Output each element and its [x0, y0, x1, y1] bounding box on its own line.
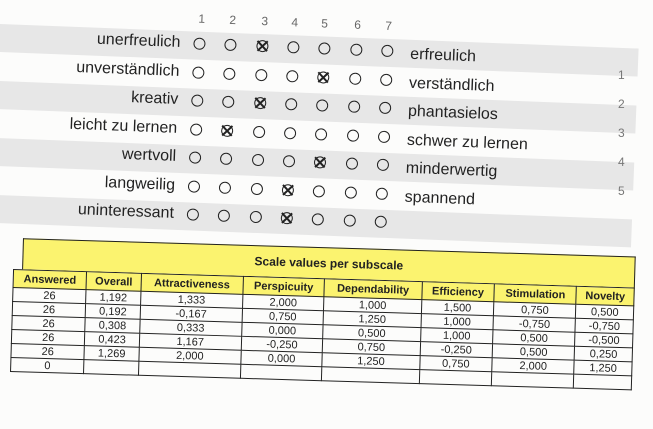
radio-option[interactable] [348, 100, 360, 112]
side-number: 4 [618, 155, 625, 169]
table-cell: 1,250 [574, 360, 632, 376]
radio-option[interactable] [189, 151, 201, 163]
side-number: 2 [618, 97, 625, 111]
radio-option[interactable] [251, 182, 263, 194]
side-number: 5 [618, 184, 625, 198]
table-cell: 26 [13, 287, 87, 303]
radio-option[interactable] [286, 70, 298, 82]
scale-number: 2 [229, 12, 237, 28]
table-cell: 26 [11, 329, 85, 345]
table-cell: -0,500 [575, 332, 633, 348]
table-cell: 26 [12, 315, 86, 331]
table-cell: 1,333 [140, 291, 242, 308]
table-cell [240, 364, 322, 380]
radio-option[interactable] [346, 157, 358, 169]
right-anchor-label: verständlich [408, 74, 495, 95]
table-cell: 0,500 [492, 344, 575, 360]
column-header: Perspicuity [243, 276, 325, 296]
radio-option[interactable] [316, 99, 328, 111]
scale-values-table [10, 238, 636, 390]
radio-option[interactable] [284, 127, 296, 139]
right-anchor-label: erfreulich [409, 45, 477, 66]
radio-option[interactable] [349, 72, 361, 84]
table-cell: 0,750 [494, 302, 577, 318]
radio-option[interactable] [218, 210, 230, 222]
column-header: Novelty [576, 286, 634, 306]
table-cell: 0,250 [575, 346, 633, 362]
table-cell: 0,750 [323, 339, 421, 356]
table-cell: 0,500 [323, 325, 421, 342]
table-cell: -0,250 [420, 342, 493, 358]
table-title-text: Scale values per subscale [254, 254, 404, 273]
radio-option[interactable] [219, 181, 231, 193]
radio-option[interactable] [250, 211, 262, 223]
radio-option[interactable] [187, 208, 199, 220]
left-anchor-label: langweilig [104, 173, 176, 194]
side-number: 1 [618, 68, 625, 82]
column-header: Overall [86, 272, 141, 292]
table-cell: 1,500 [421, 300, 494, 316]
radio-option[interactable] [376, 187, 388, 199]
table-cell [138, 361, 240, 378]
radio-option[interactable] [350, 43, 362, 55]
right-anchor-label: minderwertig [405, 159, 498, 181]
left-anchor-label: unerfreulich [96, 30, 181, 51]
table-cell: 0,750 [419, 356, 492, 372]
radio-option[interactable] [347, 129, 359, 141]
table-cell: 2,000 [139, 347, 241, 364]
table-cell: 0,192 [85, 304, 140, 320]
column-header: Stimulation [494, 284, 577, 304]
table-cell: 1,167 [139, 333, 241, 350]
column-header: Dependability [324, 279, 422, 300]
radio-option[interactable] [192, 66, 204, 78]
right-anchor-label: schwer zu lernen [406, 131, 529, 153]
radio-option[interactable] [312, 213, 324, 225]
radio-option[interactable] [381, 45, 393, 57]
radio-option[interactable] [220, 153, 232, 165]
radio-option[interactable] [255, 68, 267, 80]
marked-radio[interactable] [281, 212, 293, 224]
left-anchor-label: unverständlich [75, 58, 180, 80]
table-cell [491, 372, 574, 388]
radio-option[interactable] [253, 125, 265, 137]
left-anchor-label: leicht zu lernen [69, 115, 178, 137]
marked-radio[interactable] [256, 40, 268, 52]
radio-option[interactable] [378, 130, 390, 142]
column-header: Answered [13, 270, 87, 290]
column-header: Efficiency [421, 282, 494, 302]
left-anchor-label: kreativ [130, 89, 179, 108]
marked-radio[interactable] [282, 183, 294, 195]
table-cell: 0,308 [85, 318, 140, 334]
radio-option[interactable] [252, 154, 264, 166]
table-cell: 1,000 [324, 297, 422, 314]
column-header: Attractiveness [141, 273, 243, 294]
radio-option[interactable] [285, 98, 297, 110]
side-number: 3 [618, 126, 625, 140]
results-table [10, 269, 635, 390]
marked-radio[interactable] [254, 97, 266, 109]
radio-option[interactable] [318, 42, 330, 54]
table-cell: 1,192 [86, 290, 141, 306]
table-cell: -0,750 [575, 318, 633, 334]
table-cell: 0,000 [241, 322, 323, 338]
table-cell [419, 370, 492, 386]
table-cell: 2,000 [492, 358, 575, 374]
table-cell: 1,250 [323, 311, 421, 328]
table-cell: 0,000 [241, 350, 323, 366]
table-cell: 26 [11, 343, 85, 359]
radio-option[interactable] [379, 102, 391, 114]
table-cell: 0,750 [242, 308, 324, 324]
table-cell: -0,250 [241, 336, 323, 352]
radio-option[interactable] [222, 96, 234, 108]
table-cell: 1,000 [421, 314, 494, 330]
radio-option[interactable] [283, 155, 295, 167]
radio-option[interactable] [315, 128, 327, 140]
table-cell: 2,000 [242, 294, 324, 310]
table-cell: -0,750 [493, 316, 576, 332]
left-anchor-label: wertvoll [121, 145, 177, 165]
table-cell: 0,333 [140, 319, 242, 336]
table-cell [84, 360, 139, 376]
radio-option[interactable] [345, 186, 357, 198]
table-cell: 1,269 [84, 346, 139, 362]
right-anchor-label: spannend [404, 188, 476, 208]
scale-number: 3 [261, 14, 269, 29]
radio-option[interactable] [223, 67, 235, 79]
table-cell: 1,250 [322, 353, 420, 370]
radio-option[interactable] [344, 214, 356, 226]
radio-option[interactable] [224, 39, 236, 51]
table-cell [322, 367, 420, 384]
table-body [11, 287, 634, 389]
radio-option[interactable] [287, 41, 299, 53]
radio-option[interactable] [377, 159, 389, 171]
scale-number: 6 [354, 17, 362, 32]
radio-option[interactable] [191, 94, 203, 106]
radio-option[interactable] [193, 37, 205, 49]
radio-option[interactable] [190, 123, 202, 135]
table-cell [574, 374, 632, 390]
table-cell: 1,000 [420, 328, 493, 344]
scale-number: 5 [321, 16, 329, 31]
right-anchor-label: phantasielos [407, 102, 499, 124]
table-cell: 0,500 [493, 330, 576, 346]
table-cell: 26 [12, 301, 86, 317]
table-cell: -0,167 [140, 305, 242, 322]
radio-option[interactable] [313, 185, 325, 197]
marked-radio[interactable] [314, 156, 326, 168]
table-cell: 0,500 [576, 304, 634, 320]
radio-option[interactable] [380, 73, 392, 85]
table-cell: 0,423 [85, 332, 140, 348]
left-anchor-label: uninteressant [77, 201, 175, 222]
marked-radio[interactable] [221, 124, 233, 136]
radio-option[interactable] [375, 216, 387, 228]
marked-radio[interactable] [317, 71, 329, 83]
table-cell: 0 [11, 357, 85, 373]
scale-number: 1 [198, 11, 206, 26]
scale-number: 7 [385, 18, 393, 34]
radio-option[interactable] [188, 180, 200, 192]
scale-number: 4 [291, 15, 299, 30]
